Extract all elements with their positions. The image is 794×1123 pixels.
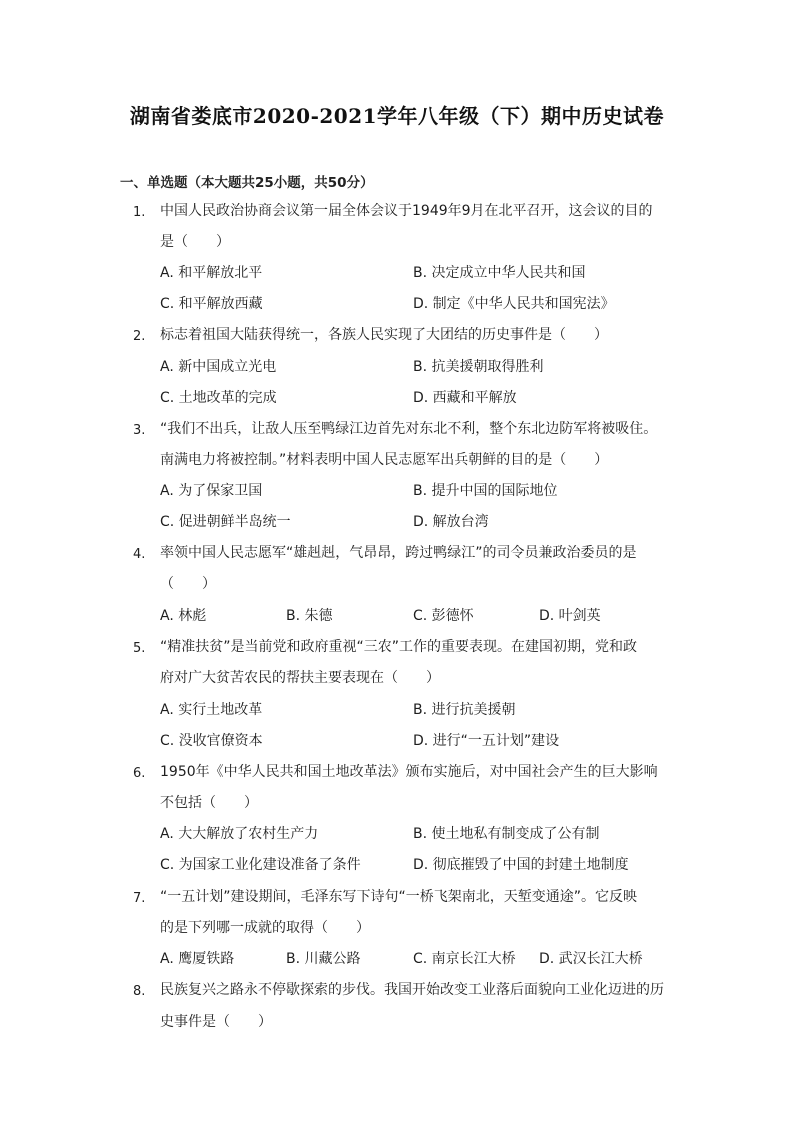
answer-option: B. 进行抗美援朝 [413,702,516,718]
question-text: “一五计划”建设期间，毛泽东写下诗句“一桥飞架南北，天堑变通途”。它反映 [160,889,638,905]
answer-option: D. 武汉长江大桥 [539,951,643,967]
answer-option: C. 南京长江大桥 [413,951,516,967]
question-number: 4. [133,547,146,562]
question-text: 史事件是（ ） [160,1014,272,1030]
answer-option: C. 为国家工业化建设准备了条件 [160,857,361,873]
answer-option: B. 抗美援朝取得胜利 [413,359,544,375]
question-text: 民族复兴之路永不停歇探索的步伐。我国开始改变工业落后面貌向工业化迈进的历 [160,982,664,998]
question-number: 6. [133,766,146,781]
answer-option: D. 解放台湾 [413,514,489,530]
section-heading: 一、单选题（本大题共25小题，共50分） [120,175,374,191]
question-text: 的是下列哪一成就的取得（ ） [160,920,370,936]
answer-option: D. 彻底摧毁了中国的封建土地制度 [413,857,629,873]
answer-option: B. 使土地私有制变成了公有制 [413,826,600,842]
answer-option: C. 促进朝鲜半岛统一 [160,514,291,530]
answer-option: A. 鹰厦铁路 [160,951,235,967]
question-number: 8. [133,984,146,999]
question-text: 1950年《中华人民共和国土地改革法》颁布实施后，对中国社会产生的巨大影响 [160,764,658,780]
question-text: （ ） [160,576,216,592]
question-text: 标志着祖国大陆获得统一，各族人民实现了大团结的历史事件是（ ） [160,327,608,343]
answer-option: C. 和平解放西藏 [160,296,263,312]
question-number: 1. [133,205,146,220]
answer-option: B. 川藏公路 [286,951,361,967]
answer-option: C. 土地改革的完成 [160,390,277,406]
answer-option: A. 林彪 [160,608,207,624]
question-number: 5. [133,641,146,656]
question-text: 不包括（ ） [160,795,258,811]
answer-option: D. 西藏和平解放 [413,390,517,406]
answer-option: A. 大大解放了农村生产力 [160,826,319,842]
question-text: “我们不出兵，让敌人压至鸭绿江边首先对东北不利，整个东北边防军将被吸住。 [160,421,658,437]
answer-option: D. 制定《中华人民共和国宪法》 [413,296,615,312]
answer-option: B. 决定成立中华人民共和国 [413,265,586,281]
question-text: 率领中国人民志愿军“雄赳赳，气昂昂，跨过鸭绿江”的司令员兼政治委员的是 [160,545,637,561]
question-number: 3. [133,423,146,438]
answer-option: A. 实行土地改革 [160,702,263,718]
question-text: 是（ ） [160,234,230,250]
question-text: “精准扶贫”是当前党和政府重视“三农”工作的重要表现。在建国初期，党和政 [160,639,638,655]
answer-option: C. 没收官僚资本 [160,733,263,749]
answer-option: B. 朱德 [286,608,333,624]
question-text: 中国人民政治协商会议第一届全体会议于1949年9月在北平召开，这会议的目的 [160,203,653,219]
question-number: 7. [133,891,146,906]
answer-option: A. 和平解放北平 [160,265,263,281]
answer-option: D. 进行“一五计划”建设 [413,733,560,749]
answer-option: B. 提升中国的国际地位 [413,483,558,499]
question-text: 府对广大贫苦农民的帮扶主要表现在（ ） [160,670,440,686]
question-number: 2. [133,329,146,344]
answer-option: A. 新中国成立光电 [160,359,277,375]
answer-option: D. 叶剑英 [539,608,601,624]
answer-option: A. 为了保家卫国 [160,483,263,499]
answer-option: C. 彭德怀 [413,608,474,624]
exam-title: 湖南省娄底市2020-2021学年八年级（下）期中历史试卷 [129,104,665,128]
question-text: 南满电力将被控制。”材料表明中国人民志愿军出兵朝鲜的目的是（ ） [160,452,609,468]
